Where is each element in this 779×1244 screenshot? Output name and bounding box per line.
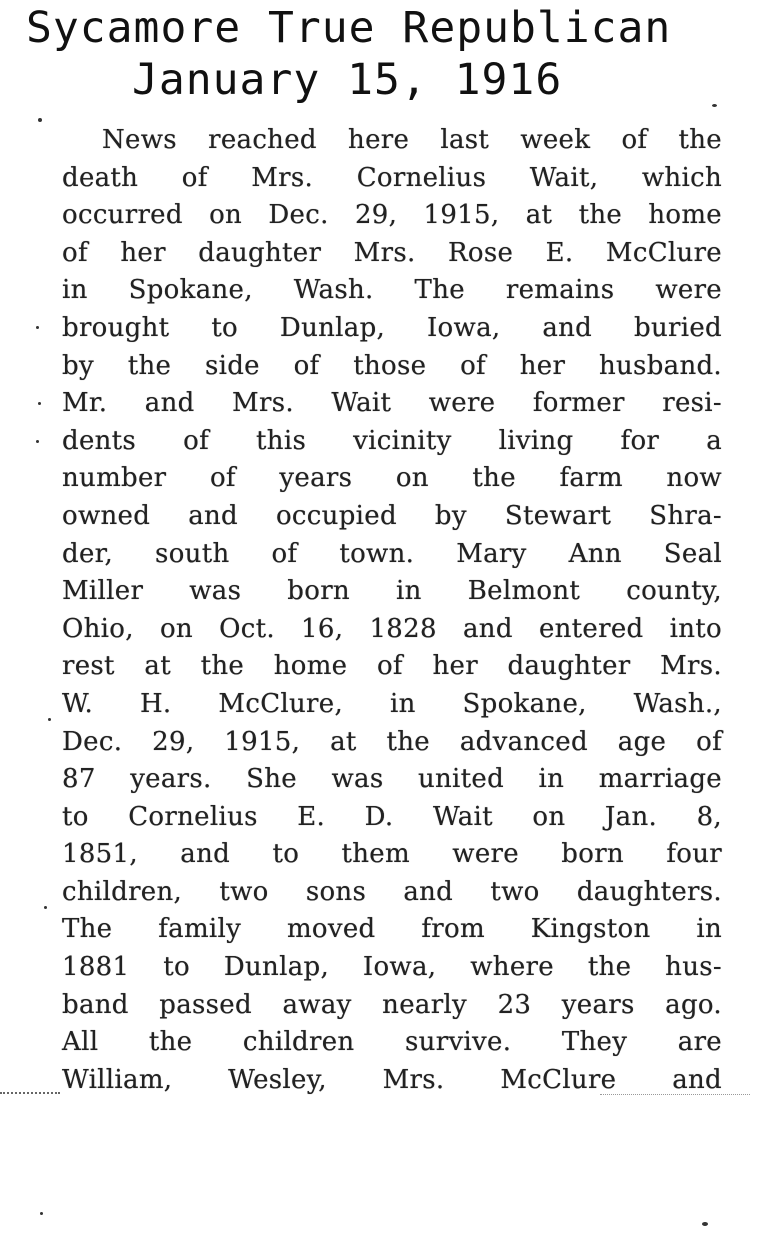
article-line: by the side of those of her husband. xyxy=(62,350,722,381)
article-line: occurred on Dec. 29, 1915, at the home xyxy=(62,200,722,231)
article-line: rest at the home of her daughter Mrs. xyxy=(62,651,722,682)
article-line: children, two sons and two daughters. xyxy=(62,876,722,907)
scan-dotted-mark xyxy=(0,1092,60,1094)
article-line: 87 years. She was united in marriage xyxy=(62,764,722,795)
article-line: death of Mrs. Cornelius Wait, which xyxy=(62,162,722,193)
scan-speck xyxy=(36,326,39,329)
scan-speck xyxy=(38,402,41,405)
scan-speck xyxy=(44,906,47,909)
article-line: number of years on the farm now xyxy=(62,463,722,494)
scan-speck xyxy=(702,1222,708,1226)
issue-date: January 15, 1916 xyxy=(132,55,563,105)
article-line: dents of this vicinity living for a xyxy=(62,425,722,456)
article-line: W. H. McClure, in Spokane, Wash., xyxy=(62,688,722,719)
scan-speck xyxy=(38,118,42,122)
article-line: News reached here last week of the xyxy=(102,125,722,155)
article-line: Miller was born in Belmont county, xyxy=(62,576,722,607)
article-line: owned and occupied by Stewart Shra- xyxy=(62,500,722,531)
article-line: Mr. and Mrs. Wait were former resi- xyxy=(62,388,722,419)
article-line: der, south of town. Mary Ann Seal xyxy=(62,538,722,569)
article-line: in Spokane, Wash. The remains were xyxy=(62,275,722,306)
scan-dotted-mark xyxy=(600,1094,750,1095)
scan-speck xyxy=(40,1212,43,1215)
article-line: brought to Dunlap, Iowa, and buried xyxy=(62,312,722,343)
article-line: 1881 to Dunlap, Iowa, where the hus- xyxy=(62,952,722,983)
article-line: Ohio, on Oct. 16, 1828 and entered into xyxy=(62,613,722,644)
article-line: All the children survive. They are xyxy=(62,1027,722,1058)
article-line: Dec. 29, 1915, at the advanced age of xyxy=(62,726,722,757)
newspaper-name: Sycamore True Republican xyxy=(26,3,672,53)
article-line: The family moved from Kingston in xyxy=(62,914,722,945)
article-line: of her daughter Mrs. Rose E. McClure xyxy=(62,237,722,268)
obituary-article xyxy=(62,122,722,1099)
article-line: band passed away nearly 23 years ago. xyxy=(62,989,722,1020)
scan-speck xyxy=(48,718,51,721)
scan-speck xyxy=(36,440,39,443)
article-line: William, Wesley, Mrs. McClure and xyxy=(62,1064,722,1095)
article-line: to Cornelius E. D. Wait on Jan. 8, xyxy=(62,801,722,832)
scan-speck xyxy=(712,104,717,107)
article-line: 1851, and to them were born four xyxy=(62,839,722,870)
